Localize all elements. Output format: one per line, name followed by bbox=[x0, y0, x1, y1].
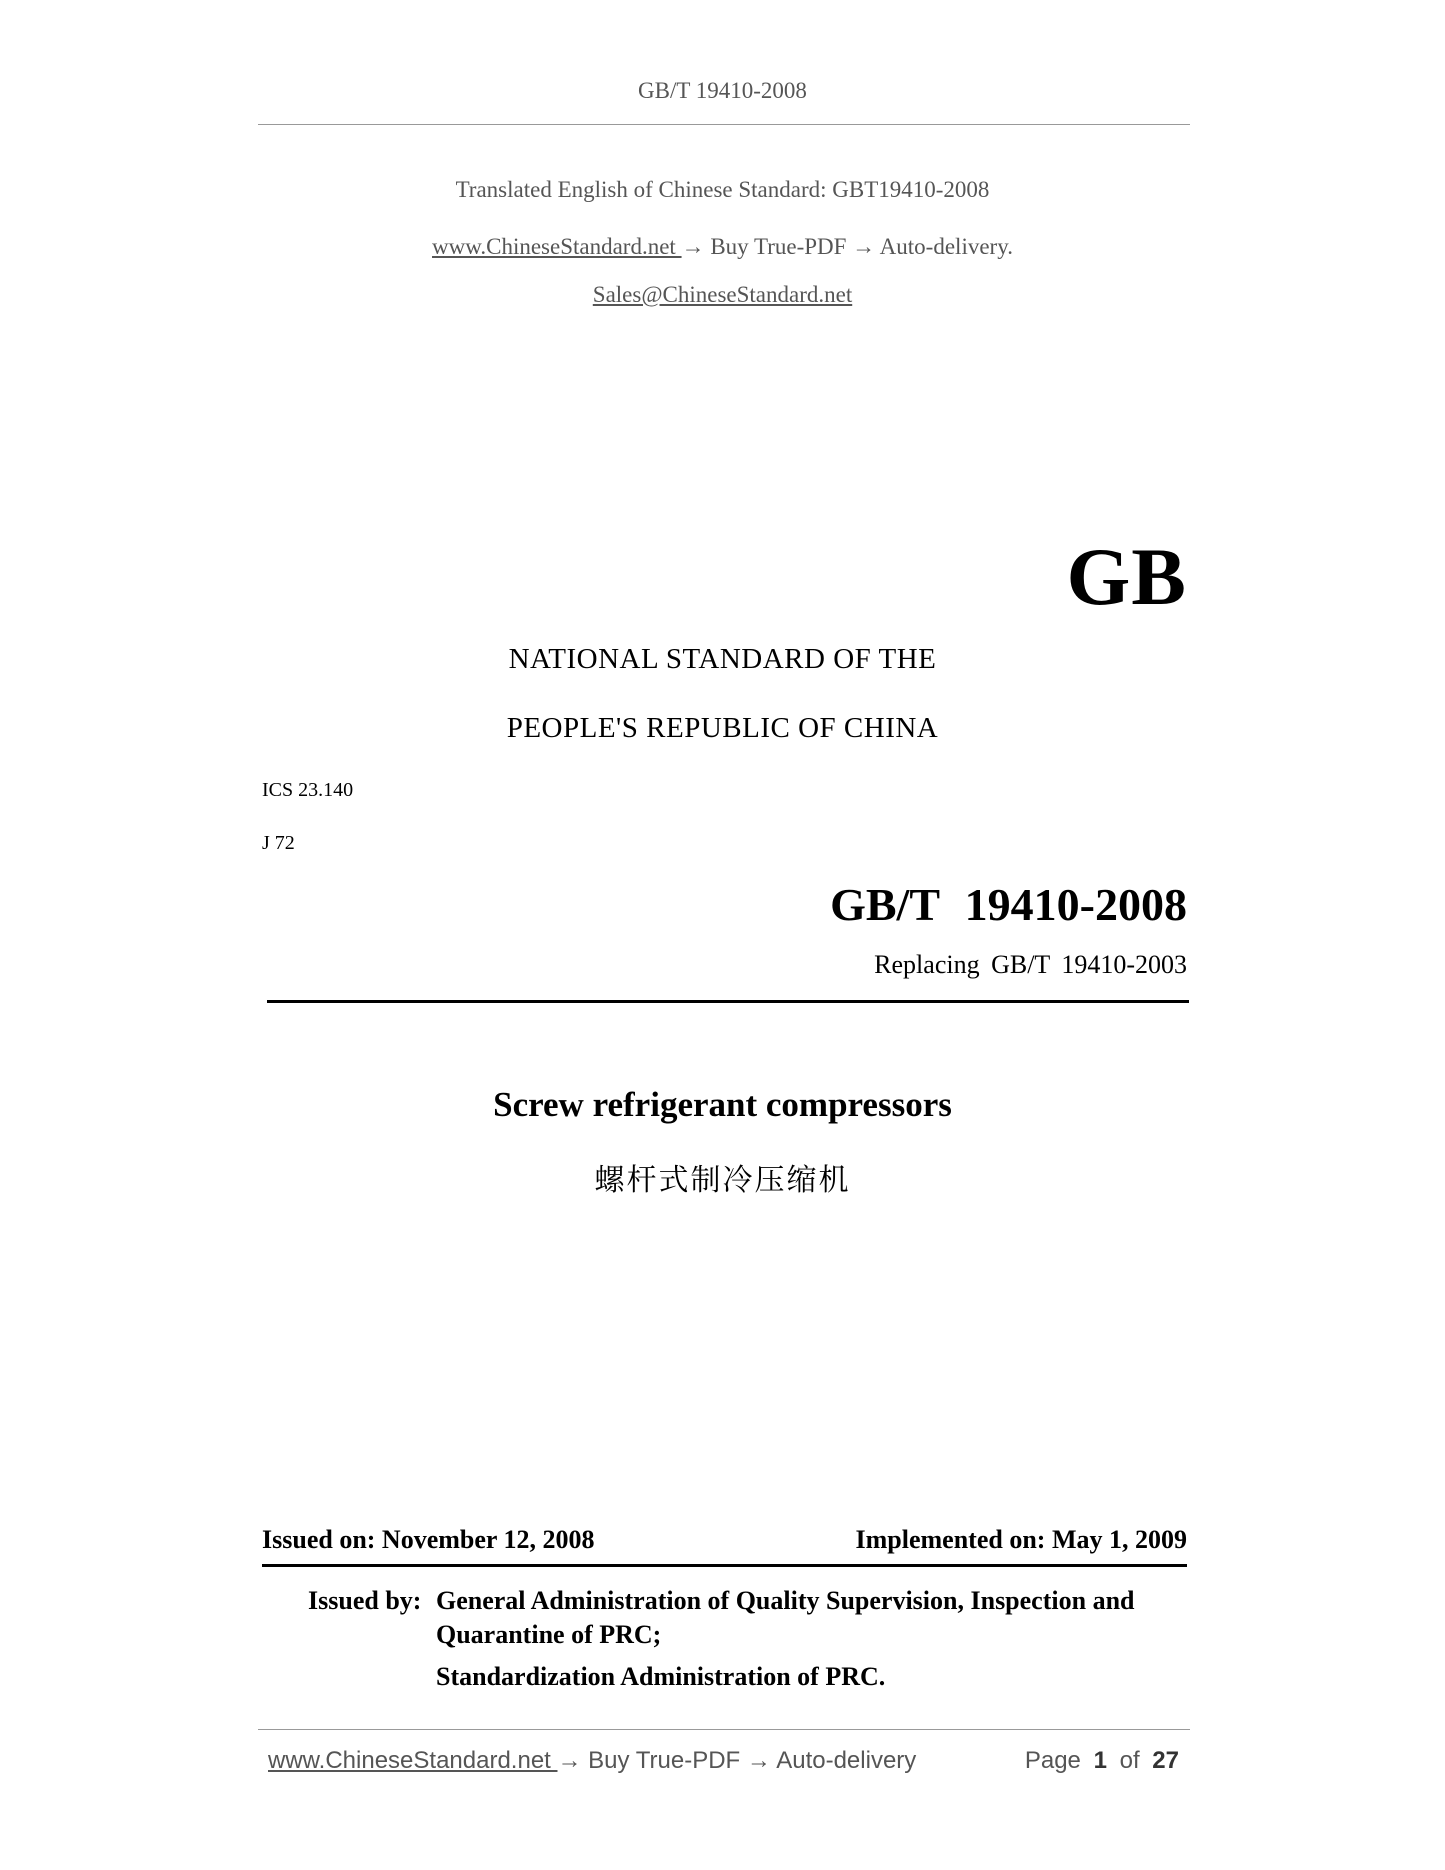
standard-number: GB/T 19410-2008 bbox=[830, 879, 1187, 930]
title-chinese: 螺杆式制冷压缩机 bbox=[594, 1163, 851, 1198]
footer-auto-delivery-text: Auto-delivery bbox=[770, 1747, 917, 1774]
page-indicator bbox=[1025, 1747, 1179, 1775]
issued-on-date: Issued on: November 12, 2008 bbox=[262, 1525, 595, 1554]
footer-buy-text: Buy True-PDF bbox=[581, 1747, 747, 1774]
page-label: Page bbox=[1024, 1747, 1081, 1774]
issuer-line1: General Administration of Quality Supervision, Inspection and bbox=[436, 1586, 1135, 1615]
sales-email-link[interactable]: Sales@ChineseStandard.net bbox=[592, 282, 853, 307]
national-standard-line2: PEOPLE'S REPUBLIC OF CHINA bbox=[506, 712, 939, 744]
issued-by-label: Issued by: bbox=[308, 1586, 422, 1615]
website-link[interactable]: www.ChineseStandard.net bbox=[432, 234, 682, 259]
implemented-on-date: Implemented on: May 1, 2009 bbox=[855, 1525, 1187, 1554]
arrow-icon: → bbox=[746, 1747, 771, 1774]
footer-website-link[interactable]: www.ChineseStandard.net bbox=[268, 1747, 558, 1774]
arrow-icon: → bbox=[557, 1747, 582, 1774]
auto-delivery-text: Auto-delivery. bbox=[875, 234, 1013, 259]
title-english: Screw refrigerant compressors bbox=[493, 1085, 952, 1124]
issued-by-block bbox=[308, 1584, 1134, 1694]
issuer-line3: Standardization Administration of PRC. bbox=[436, 1662, 886, 1691]
page-current: 1 bbox=[1093, 1747, 1107, 1774]
national-standard-line1: NATIONAL STANDARD OF THE bbox=[508, 643, 937, 675]
dates-divider bbox=[262, 1564, 1187, 1567]
ccs-code: J 72 bbox=[262, 832, 295, 854]
page-total: 27 bbox=[1152, 1747, 1179, 1774]
translation-note: Translated English of Chinese Standard: GBT19410-2008 bbox=[455, 177, 990, 202]
gb-mark: GB bbox=[1066, 531, 1187, 622]
footer-purchase-line bbox=[268, 1747, 916, 1775]
header-divider bbox=[258, 124, 1190, 125]
purchase-line bbox=[0, 234, 1445, 260]
sales-email-line bbox=[0, 282, 1445, 308]
arrow-icon: → bbox=[852, 234, 876, 259]
buy-text: Buy True-PDF bbox=[704, 234, 853, 259]
arrow-icon: → bbox=[681, 234, 705, 259]
page-of: of bbox=[1119, 1747, 1140, 1774]
ics-code: ICS 23.140 bbox=[262, 779, 354, 801]
replacing-note: Replacing GB/T 19410-2003 bbox=[874, 950, 1187, 979]
issuer-line2: Quarantine of PRC; bbox=[436, 1620, 662, 1649]
footer-divider bbox=[258, 1729, 1190, 1730]
running-header: GB/T 19410-2008 bbox=[638, 78, 807, 103]
title-divider bbox=[267, 1000, 1189, 1003]
